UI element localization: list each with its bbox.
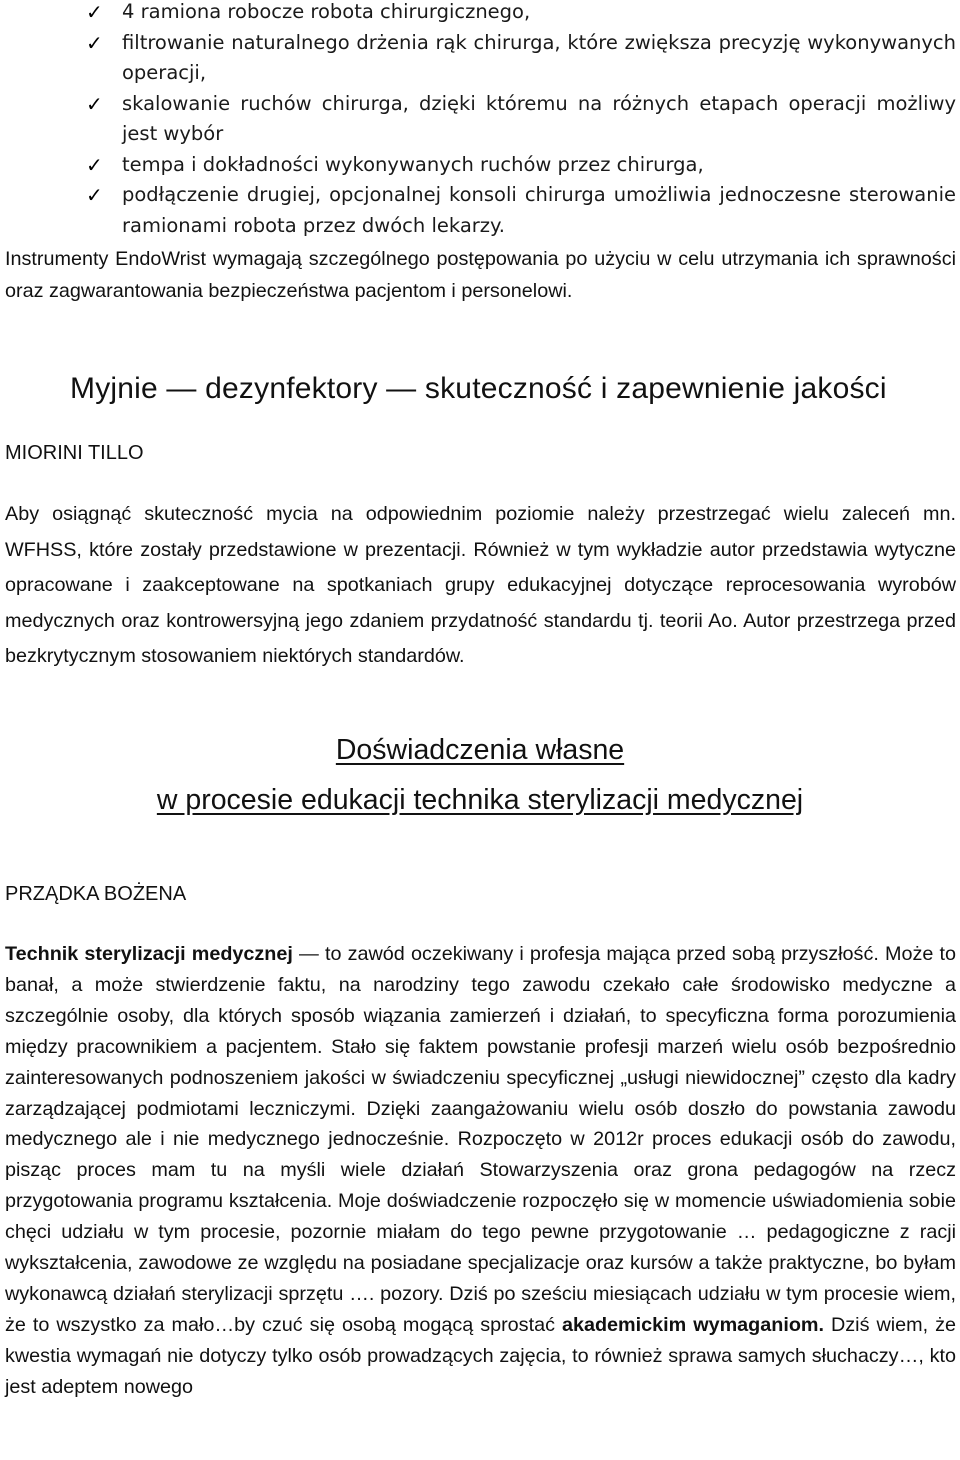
- paragraph-text: Dziś wiem, że kwestia wymagań nie dotyczy tylko osób prowadzących zajęcia, to również sprawa samych słuchaczy…, kto jest adeptem nowego: [5, 1313, 956, 1398]
- emphasis-text: akademickim wymaganiom.: [561, 1313, 825, 1336]
- list-item: [86, 0, 956, 28]
- instruments-paragraph: Instrumenty EndoWrist wymagają szczególnego postępowania po użyciu w celu utrzymania ich sprawności oraz zagwarantowania bezpieczeństwa pacjentom i personelowi.: [5, 248, 956, 302]
- feature-list: [86, 0, 956, 241]
- paragraph-text: — to zawód oczekiwany i profesja mająca przed sobą przyszłość. Może to banał, a może stwierdzenie faktu, na narodziny tego zawodu czekało całe środowisko medyczne a szczególnie osoby, dla których sposób wiązania zamierzeń i działań, to specyficzna forma porozumienia między pracownikiem a pacjentem. Stało się faktem powstanie profesji marzeń wielu osób bezpośrednio zainteresowanych podnoszeniem jakości w świadczeniu specyficznej „usługi niewidocznej” często dla kadry zarządzającej podmiotami leczniczymi. Dzięki zaangażowaniu wielu osób doszło do powstania zawodu medycznego ale i nie medycznego jednocześnie. Rozpoczęto w 2012r proces edukacji osób do zawodu, pisząc proces mam tu na myśli wiele działań Stowarzyszenia oraz grona pedagogów na rzecz przygotowania programu kształcenia. Moje doświadczenie rozpoczęło się w momencie uświadomienia sobie chęci udziału w tym procesie, pozornie miałam do tego pewne przygotowanie … pedagogiczne z racji wykształcenia, zawodowe ze względu na posiadane specjalizacje oraz kursów a także praktyczne, bo byłam wykonawcą działań sterylizacji sprzętu …. pozory. Dziś po sześciu miesiącach udziału w tym procesie wiem, że to wszystko za mało…by czuć się osobą mogącą sprostać: [5, 943, 957, 1336]
- check-icon: ✓: [86, 0, 103, 24]
- section-title-line-1: Doświadczenia własne: [335, 734, 625, 766]
- lead-term: Technik sterylizacji medycznej: [5, 943, 293, 965]
- section-title-line-2: w procesie edukacji technika sterylizacji medycznej: [156, 784, 804, 816]
- list-item: [86, 150, 956, 181]
- list-item-text: 4 ramiona robocze robota chirurgicznego,: [122, 0, 531, 23]
- author-name: MIORINI TILLO: [5, 442, 144, 464]
- check-icon: ✓: [86, 91, 103, 116]
- list-item: [86, 180, 956, 241]
- author-name: PRZĄDKA BOŻENA: [5, 883, 187, 905]
- list-item-text: podłączenie drugiej, opcjonalnej konsoli chirurga umożliwia jednoczesne sterowanie ramionami robota przez dwóch lekarzy.: [122, 183, 956, 237]
- list-item-text: tempa i dokładności wykonywanych ruchów przez chirurga,: [122, 152, 704, 176]
- check-icon: ✓: [86, 30, 103, 55]
- section-paragraph-technik: [5, 939, 956, 1403]
- list-item-text: skalowanie ruchów chirurga, dzięki któremu na różnych etapach operacji możliwy jest wybór: [122, 91, 956, 145]
- section-paragraph-myjnie: Aby osiągnąć skuteczność mycia na odpowiednim poziomie należy przestrzegać wielu zaleceń mn. WFHSS, które zostały przedstawione w prezentacji. Również w tym wykładzie autor przedstawia wytyczne opracowane i zaakceptowane na spotkaniach grupy edukacyjnej dotyczące reprocesowania wyrobów medycznych oraz kontrowersyjną jego zdaniem przydatność standardu tj. teorii Ao. Autor przestrzega przed bezkrytycznym stosowaniem niektórych standardów.: [5, 503, 956, 667]
- list-item-text: filtrowanie naturalnego drżenia rąk chirurga, które zwiększa precyzję wykonywanych operacji,: [122, 30, 956, 84]
- list-item: [86, 89, 956, 150]
- section-title-myjnie: Myjnie — dezynfektory — skuteczność i zapewnienie jakości: [70, 372, 887, 405]
- check-icon: ✓: [86, 152, 103, 177]
- check-icon: ✓: [86, 183, 103, 207]
- list-item: [86, 28, 956, 89]
